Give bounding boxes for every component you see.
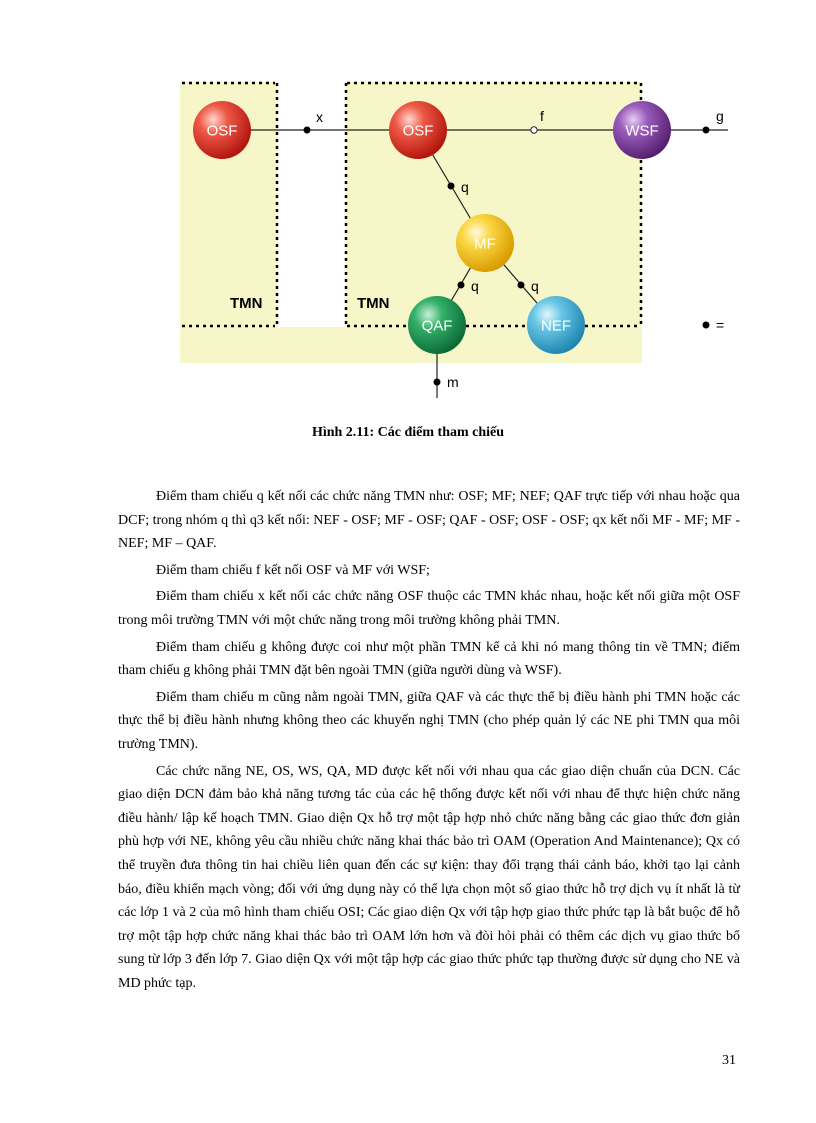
right-tmn-panel	[345, 82, 642, 327]
node-mf	[456, 214, 514, 272]
node-osf-left-label: OSF	[206, 122, 238, 140]
ref-label-m: m	[447, 374, 459, 390]
paragraph: Điểm tham chiếu f kết nối OSF và MF với WSF;	[156, 562, 430, 578]
node-wsf-label: WSF	[625, 122, 659, 140]
node-osf-left	[193, 101, 251, 159]
ref-dot-q-left	[458, 282, 465, 289]
paragraph: Điểm tham chiếu q kết nối các chức năng TMN như: OSF; MF; NEF; QAF trực tiếp với nhau hoặc qua DCF; trong nhóm q thì q3 kết nối: NEF - OSF; MF - OSF; QAF - OSF; OSF - OSF; qx kết nối MF - MF; MF - NEF; MF – QAF.	[118, 489, 740, 552]
node-qaf-label: QAF	[421, 317, 453, 335]
ref-label-f: f	[540, 108, 544, 124]
ref-dot-g	[703, 127, 710, 134]
ref-label-x: x	[316, 109, 323, 125]
ref-dot-x	[304, 127, 311, 134]
figure-caption: Hình 2.11: Các điểm tham chiếu	[311, 425, 505, 440]
legend-dot	[703, 322, 710, 329]
node-qaf	[408, 296, 466, 354]
paragraph: Điểm tham chiếu x kết nối các chức năng OSF thuộc các TMN khác nhau, hoặc kết nối giữa một OSF trong môi trường TMN với một chức năng trong môi trường không phải TMN.	[118, 589, 740, 628]
paragraph: Điểm tham chiếu m cũng nằm ngoài TMN, giữa QAF và các thực thể bị điều hành phi TMN hoặc các thực thể bị điều hành nhưng không theo các khuyến nghị TMN (cho phép quản lý các NE phi TMN qua môi trường TMN).	[118, 689, 740, 752]
node-nef-label: NEF	[541, 317, 571, 335]
node-mf-label: MF	[474, 235, 496, 253]
reference-points-diagram	[0, 0, 816, 410]
legend-text: =	[716, 317, 725, 333]
ref-label-q-right: q	[531, 278, 539, 294]
paragraph: Điểm tham chiếu g không được coi như một phần TMN kể cả khi nó mang thông tin về TMN; điểm tham chiếu g không phải TMN đặt bên ngoài TMN (giữa người dùng và WSF).	[118, 639, 740, 679]
ref-dot-f	[531, 127, 537, 133]
node-osf-right	[389, 101, 447, 159]
ref-label-q-upper: q	[461, 179, 469, 195]
ref-label-g: g	[716, 108, 724, 124]
domain-label-left: TMN	[230, 295, 263, 312]
node-osf-right-label: OSF	[402, 122, 434, 140]
node-nef	[527, 296, 585, 354]
domain-label-right: TMN	[357, 295, 390, 312]
ref-dot-m	[434, 379, 441, 386]
node-wsf	[613, 101, 671, 159]
ref-dot-q-right	[518, 282, 525, 289]
body-text	[118, 485, 740, 998]
paragraph: Các chức năng NE, OS, WS, QA, MD được kết nối với nhau qua các giao diện chuẩn của DCN. Các giao diện DCN đảm bảo khả năng tương tác của các hệ thống được kết nối với nhau để thực hiện chức năng điều hành/ lập kế hoạch TMN. Giao diện Qx hỗ trợ một tập hợp nhỏ chức năng bằng các giao thức đơn giản phù hợp với NE, không yêu cầu nhiều chức năng khai thác bảo trì OAM (Operation And Maintenance); Qx có thể truyền đưa thông tin hai chiều liên quan đến các sự kiện: thay đổi trạng thái cảnh báo, khởi tạo lại cảnh báo, điều khiển mạch vòng; đối với ứng dụng này có thể lựa chọn một số giao thức hỗ trợ dịch vụ ít nhất là từ các lớp 1 và 2 của mô hình tham chiếu OSI; Các giao diện Qx với tập hợp giao thức phức tạp là bắt buộc để hỗ trợ một tập hợp chức năng khai thác bảo trì OAM lớn hơn và đòi hỏi phải có thêm các dịch vụ giao thức bổ sung từ lớp 3 đến lớp 7. Giao diện Qx với một tập hợp các giao thức phức tạp thường được sử dụng cho NE và MD phức tạp.	[118, 763, 740, 991]
ref-dot-q-upper	[448, 183, 455, 190]
page-number: 31	[722, 1053, 736, 1068]
ref-label-q-left: q	[471, 278, 479, 294]
